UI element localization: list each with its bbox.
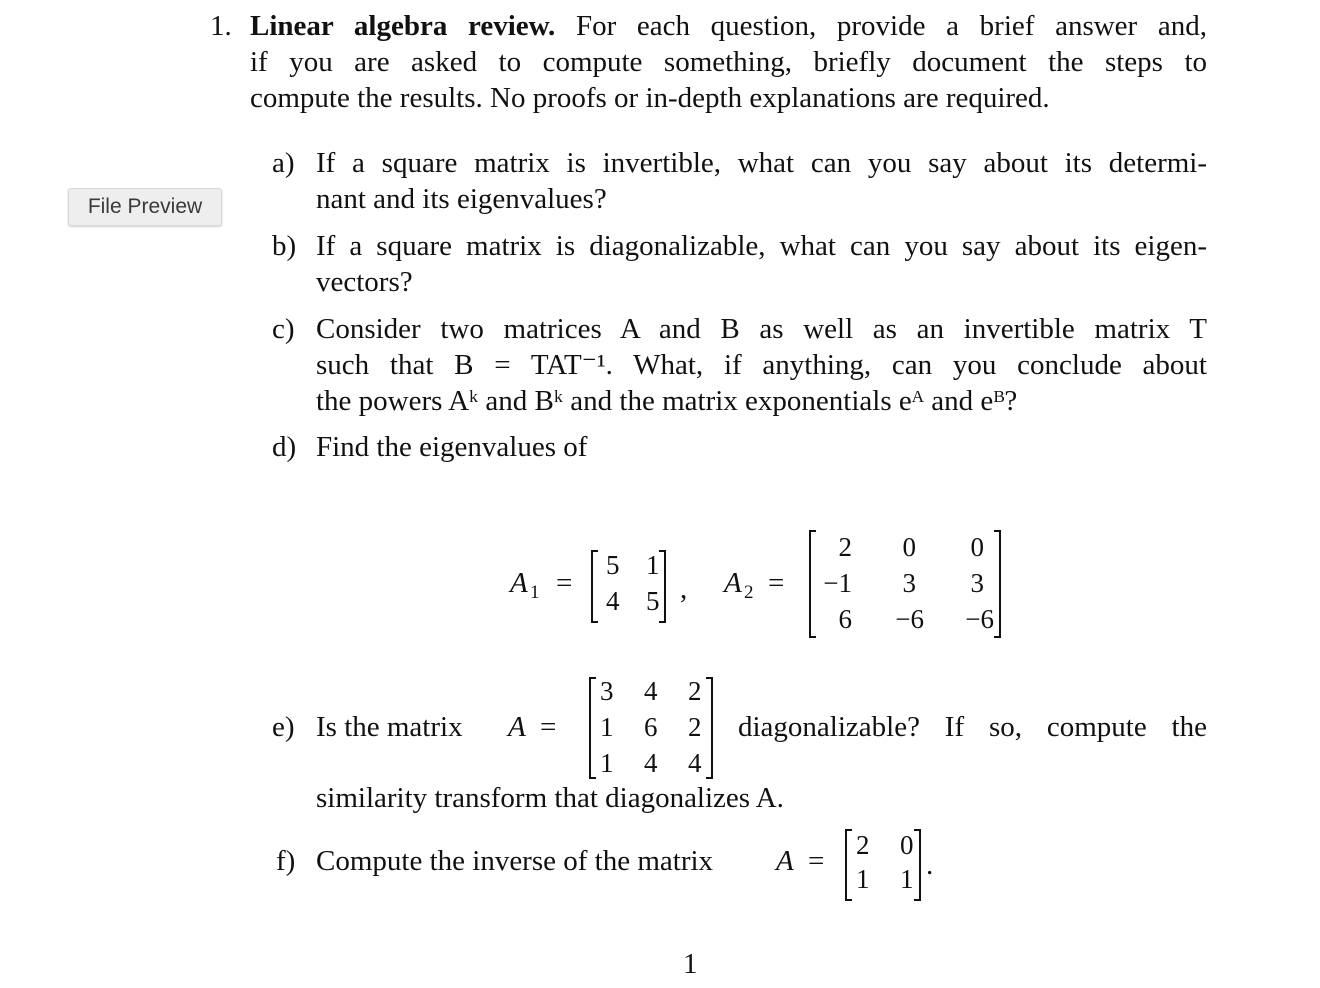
page-number: 1 <box>683 948 698 980</box>
problem-title: Linear algebra review. <box>250 10 556 42</box>
matrix-cell: 0 <box>902 532 916 562</box>
item-b-line-1: If a square matrix is diagonalizable, what can you say about its eigen- <box>316 230 1207 262</box>
matrix-cell: 6 <box>644 712 658 742</box>
item-e-line-2: similarity transform that diagonalizes A. <box>316 782 784 814</box>
matrix-cell: 4 <box>606 586 620 616</box>
matrix-a2-left-bracket <box>810 531 816 637</box>
matrix-f-left-bracket <box>846 830 852 900</box>
matrix-a1-right-bracket <box>659 551 665 622</box>
file-preview-button[interactable]: File Preview <box>68 188 222 226</box>
matrix-cell: −6 <box>895 604 924 634</box>
matrix-cell: −6 <box>965 604 994 634</box>
matrix-a1-name: A <box>510 567 528 599</box>
item-d-text: Find the eigenvalues of <box>316 431 588 463</box>
item-a-label: a) <box>272 147 295 179</box>
matrix-cell: 1 <box>646 550 660 580</box>
matrix-e-left-bracket <box>590 678 596 778</box>
equals-sign: = <box>556 567 573 599</box>
item-e-matrix <box>500 670 730 782</box>
item-b-line-2: vectors? <box>316 266 413 298</box>
problem-number: 1. <box>210 10 232 42</box>
matrix-cell: 4 <box>644 676 658 706</box>
matrix-separator: , <box>680 573 688 605</box>
matrix-a2-subscript: 2 <box>744 582 754 603</box>
matrix-a2-name: A <box>724 567 742 599</box>
matrix-a1-left-bracket <box>592 551 598 622</box>
item-a-line-2: nant and its eigenvalues? <box>316 183 607 215</box>
item-a-line-1: If a square matrix is invertible, what can you say about its determi- <box>316 147 1207 179</box>
matrix-cell: 1 <box>900 864 914 894</box>
item-e-text-after: diagonalizable? If so, compute the <box>738 711 1207 743</box>
matrix-f-right-bracket <box>914 830 920 900</box>
matrix-cell: 1 <box>856 864 870 894</box>
matrix-cell: 2 <box>838 532 852 562</box>
item-c-line-2: such that B = TAT⁻¹. What, if anything, can you conclude about <box>316 349 1207 381</box>
item-c-line-1: Consider two matrices A and B as well as an invertible matrix T <box>316 313 1207 345</box>
matrix-cell: 3 <box>600 676 614 706</box>
matrix-a2-right-bracket <box>994 531 1000 637</box>
matrix-cell: 5 <box>646 586 660 616</box>
matrix-cell: 0 <box>970 532 984 562</box>
matrix-cell: −1 <box>823 568 852 598</box>
matrix-cell: 4 <box>644 748 658 778</box>
matrix-f-period: . <box>926 849 934 881</box>
matrix-cell: 0 <box>900 830 914 860</box>
matrix-e-right-bracket <box>706 678 712 778</box>
problem-intro-line-1 <box>250 8 1207 44</box>
matrix-cell: 5 <box>606 550 620 580</box>
item-e-label: e) <box>272 711 295 743</box>
matrix-cell: 3 <box>970 568 984 598</box>
matrix-cell: 1 <box>600 748 614 778</box>
equals-sign: = <box>808 845 825 877</box>
equals-sign: = <box>768 567 785 599</box>
matrix-cell: 2 <box>688 712 702 742</box>
matrix-cell: 6 <box>838 604 852 634</box>
problem-intro-line-3: compute the results. No proofs or in-depth explanations are required. <box>250 82 1050 114</box>
problem-intro-text: For each question, provide a brief answer and, <box>575 10 1208 42</box>
matrix-cell: 2 <box>856 830 870 860</box>
item-b-label: b) <box>272 230 297 262</box>
item-d-matrices <box>500 520 1020 650</box>
matrix-a1-subscript: 1 <box>530 582 540 603</box>
matrix-cell: 4 <box>688 748 702 778</box>
item-f-matrix <box>770 822 950 904</box>
item-d-label: d) <box>272 431 297 463</box>
item-c-label: c) <box>272 313 295 345</box>
matrix-e-name: A <box>508 711 526 743</box>
item-c-line-3: the powers Aᵏ and Bᵏ and the matrix exponentials eᴬ and eᴮ? <box>316 385 1018 417</box>
problem-intro-line-2: if you are asked to compute something, briefly document the steps to <box>250 46 1207 78</box>
equals-sign: = <box>540 711 557 743</box>
item-f-label: f) <box>276 845 296 877</box>
item-f-text: Compute the inverse of the matrix <box>316 845 714 877</box>
matrix-cell: 1 <box>600 712 614 742</box>
matrix-cell: 2 <box>688 676 702 706</box>
matrix-f-name: A <box>776 845 794 877</box>
item-e-text-before: Is the matrix <box>316 711 463 743</box>
matrix-cell: 3 <box>902 568 916 598</box>
